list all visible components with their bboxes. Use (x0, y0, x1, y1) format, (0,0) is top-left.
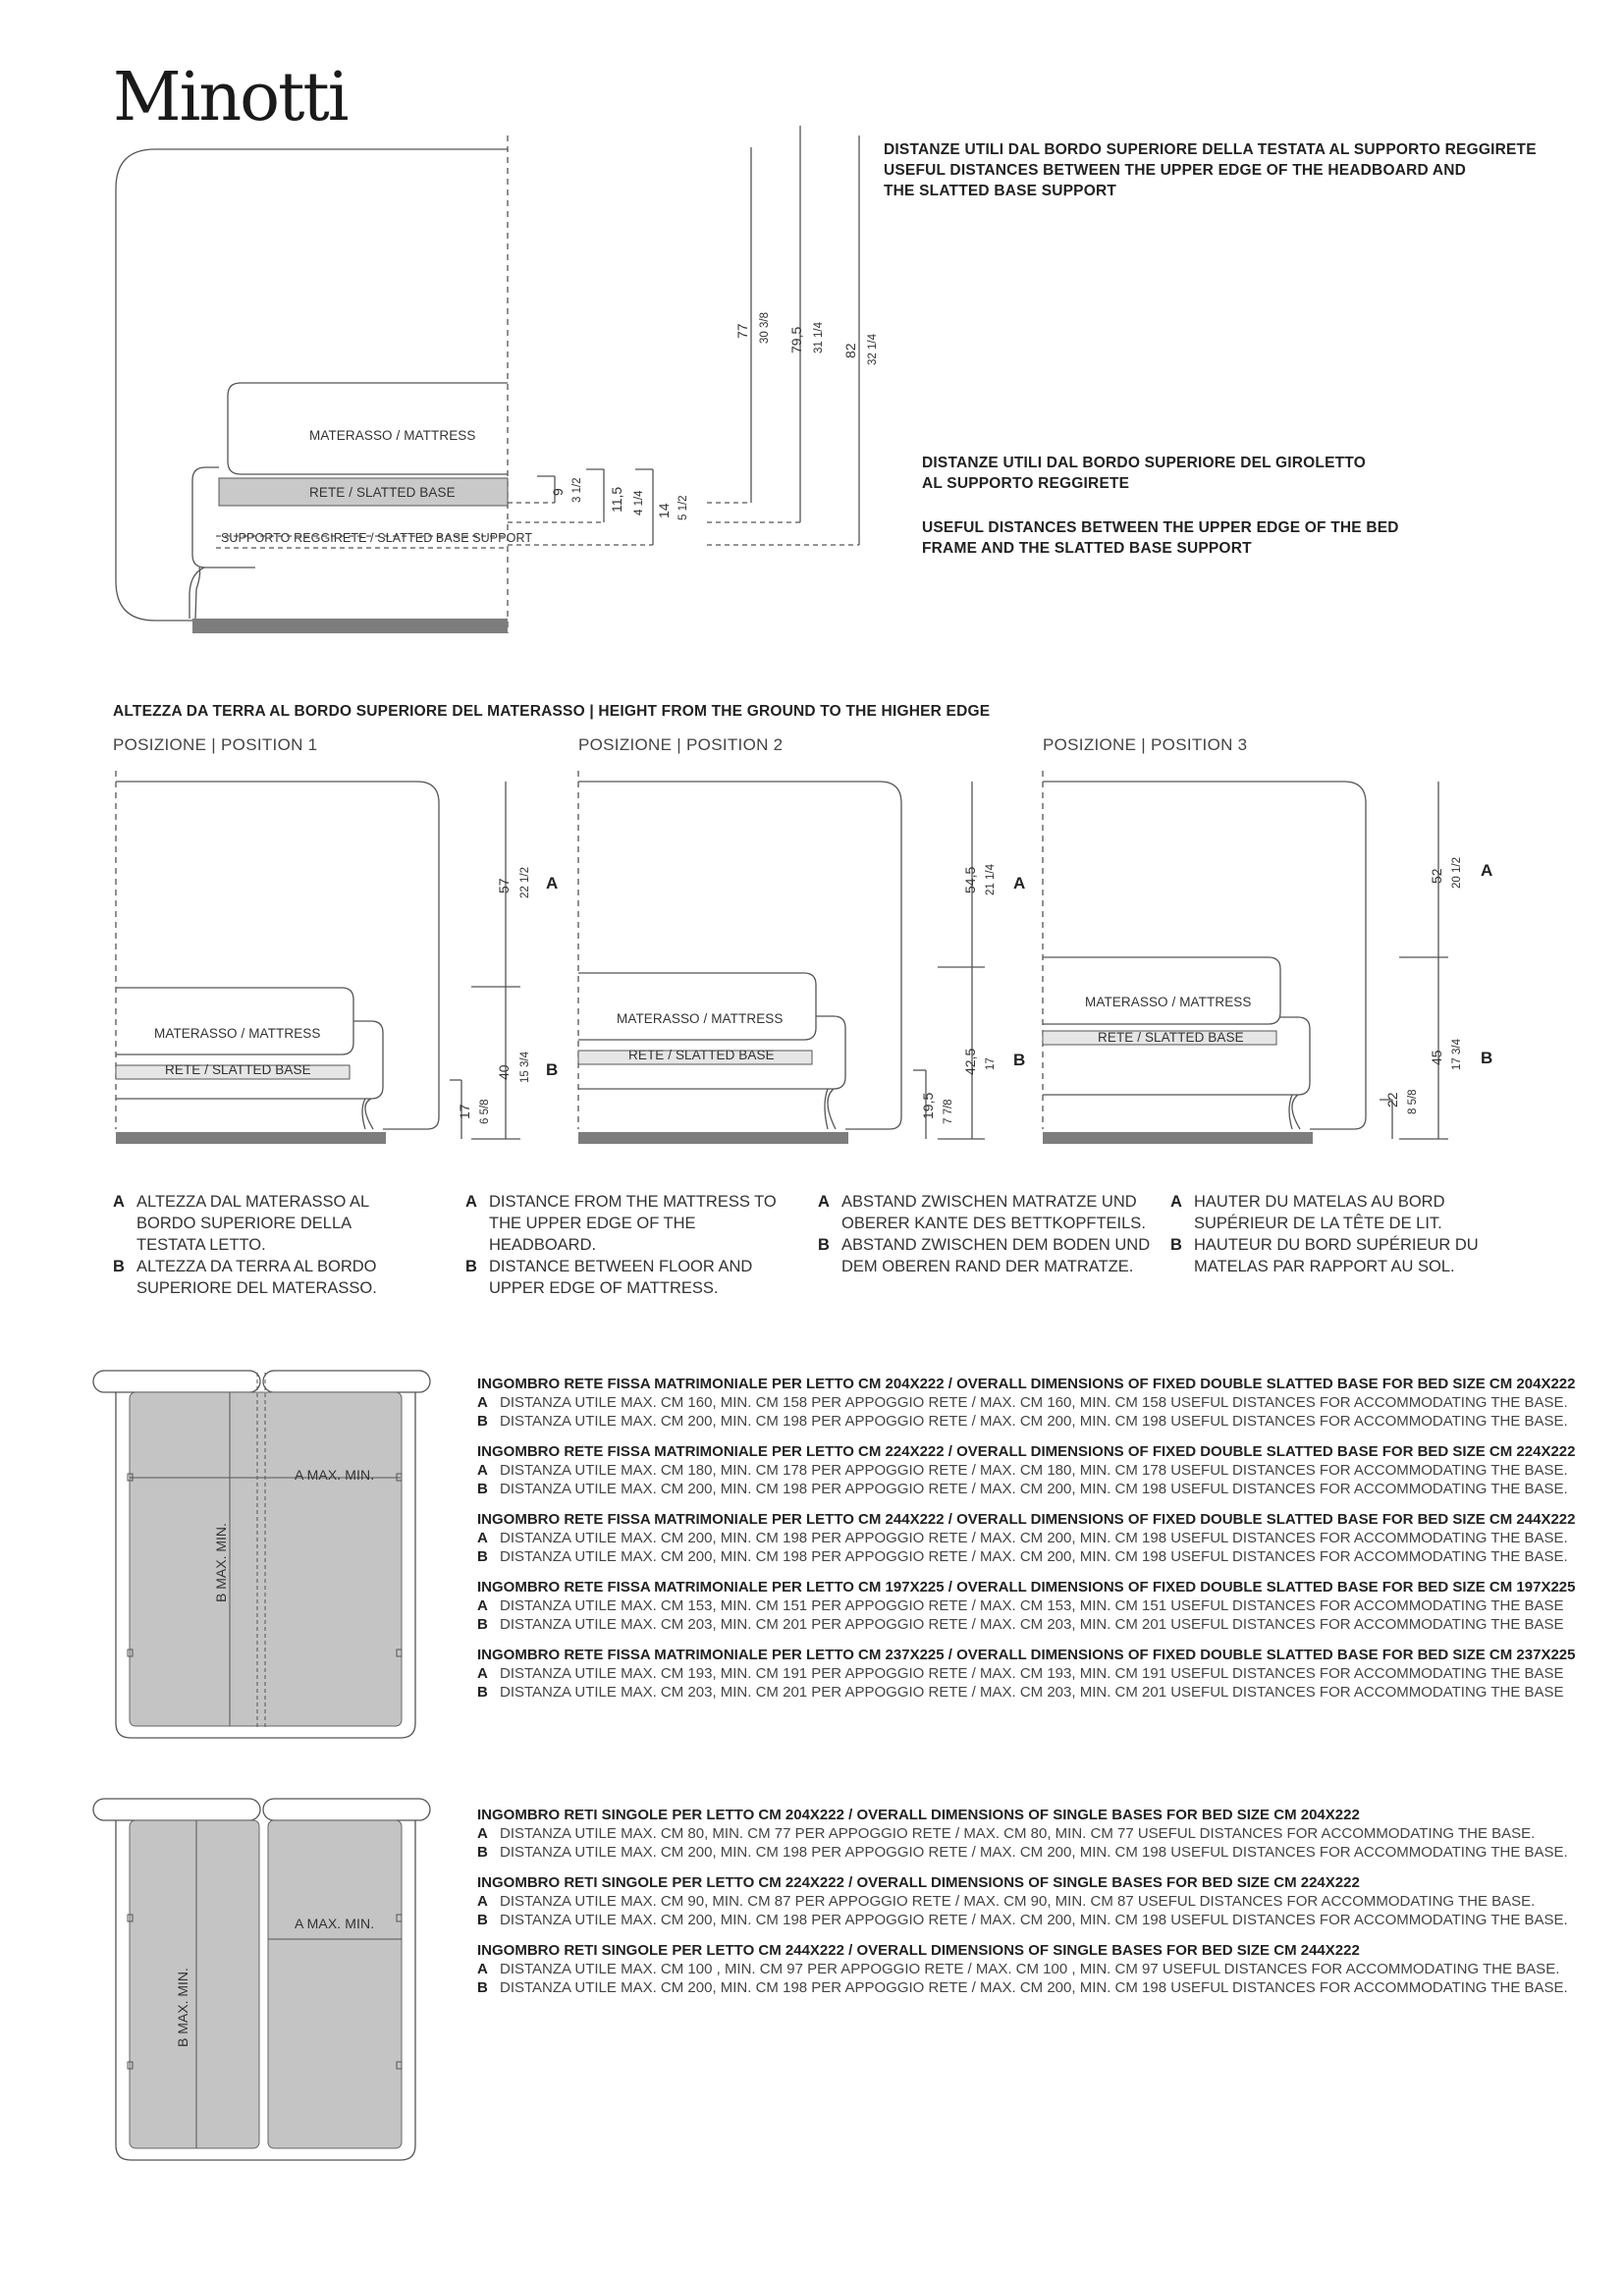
pos1-c-cm: 17 (457, 1104, 472, 1119)
legend-en (465, 1191, 794, 1299)
spec-line-a: DISTANZA UTILE MAX. CM 100 , MIN. CM 97 PER APPOGGIO RETE / MAX. CM 100 , MIN. CM 97 USEFUL DISTANCES FOR ACCOMMODATING THE BASE. (500, 1961, 1560, 1977)
position-1-label: POSIZIONE | POSITION 1 (113, 735, 318, 754)
spec-entry (477, 1646, 1575, 1702)
legend-text-b: ABSTAND ZWISCHEN DEM BODEN UND DEM OBEREN RAND DER MATRATZE. (841, 1236, 1151, 1275)
spec-key-a: A (477, 1893, 488, 1910)
spec-line-b: DISTANZA UTILE MAX. CM 200, MIN. CM 198 PER APPOGGIO RETE / MAX. CM 200, MIN. CM 198 USEFUL DISTANCES FOR ACCOMMODATING THE BASE. (500, 1844, 1568, 1861)
single-bed-plan (93, 1799, 430, 2160)
spec-key-b: B (477, 1481, 488, 1497)
spec-entry (477, 1510, 1575, 1566)
mattress-label: MATERASSO / MATTRESS (309, 428, 476, 443)
pos2-letter-b: B (1013, 1051, 1026, 1069)
spec-entry (477, 1375, 1575, 1431)
dim-3-1-2: 3 1/2 (571, 477, 583, 503)
pos3-a-cm: 52 (1429, 868, 1444, 884)
spec-line-b: DISTANZA UTILE MAX. CM 200, MIN. CM 198 PER APPOGGIO RETE / MAX. CM 200, MIN. CM 198 USEFUL DISTANCES FOR ACCOMMODATING THE BASE. (500, 1481, 1568, 1497)
pos1-b-cm: 40 (496, 1064, 512, 1080)
heading-line: AL SUPPORTO REGGIRETE (922, 475, 1130, 492)
legend-text-b: ALTEZZA DA TERRA AL BORDO SUPERIORE DEL MATERASSO. (136, 1258, 377, 1297)
spec-key-a: A (477, 1462, 488, 1479)
pos2-letter-a: A (1013, 874, 1026, 892)
frame-distance-heading-en (922, 517, 1399, 559)
legend-de (818, 1191, 1162, 1277)
single-plan-b-label: B MAX. MIN. (175, 1968, 190, 2047)
dim-30-3-8: 30 3/8 (759, 312, 771, 344)
legend-key-b: B (113, 1258, 125, 1275)
pos3-b-cm: 45 (1429, 1050, 1444, 1065)
legend-text-b: DISTANCE BETWEEN FLOOR AND UPPER EDGE OF MATTRESS. (489, 1258, 753, 1297)
pos1-letter-b: B (546, 1060, 559, 1079)
pos1-a-in: 22 1/2 (519, 867, 531, 898)
spec-entry (477, 1442, 1575, 1498)
double-plan-b-label: B MAX. MIN. (213, 1523, 229, 1602)
dim-79-5: 79,5 (788, 326, 804, 353)
spec-line-b: DISTANZA UTILE MAX. CM 200, MIN. CM 198 PER APPOGGIO RETE / MAX. CM 200, MIN. CM 198 USEFUL DISTANCES FOR ACCOMMODATING THE BASE. (500, 1413, 1568, 1430)
legend-text-b: HAUTEUR DU BORD SUPÉRIEUR DU MATELAS PAR RAPPORT AU SOL. (1194, 1236, 1479, 1275)
spec-key-a: A (477, 1597, 488, 1614)
legend-key-a: A (818, 1193, 830, 1211)
spec-title: INGOMBRO RETI SINGOLE PER LETTO CM 204X222 / OVERALL DIMENSIONS OF SINGLE BASES FOR BED SIZE CM 204X222 (477, 1807, 1360, 1823)
pos1-c-in: 6 5/8 (479, 1099, 491, 1124)
pos1-mattress-label: MATERASSO / MATTRESS (154, 1026, 321, 1041)
pos3-headboard (1043, 782, 1366, 1129)
pos3-a-in: 20 1/2 (1451, 857, 1463, 889)
pos1-b-in: 15 3/4 (519, 1052, 531, 1083)
spec-line-b: DISTANZA UTILE MAX. CM 200, MIN. CM 198 PER APPOGGIO RETE / MAX. CM 200, MIN. CM 198 USEFUL DISTANCES FOR ACCOMMODATING THE BASE. (500, 1548, 1568, 1565)
dim-4-1-4: 4 1/4 (633, 490, 645, 515)
spec-key-b: B (477, 1548, 488, 1565)
pos1-letter-a: A (546, 874, 559, 892)
dim-32-1-4: 32 1/4 (867, 334, 879, 365)
pos2-mattress (578, 973, 816, 1040)
dim-9: 9 (550, 488, 566, 496)
spec-key-a: A (477, 1394, 488, 1411)
pos2-c-cm: 19,5 (920, 1092, 936, 1119)
double-bed-plan (93, 1371, 430, 1738)
spec-line-a: DISTANZA UTILE MAX. CM 80, MIN. CM 77 PER APPOGGIO RETE / MAX. CM 80, MIN. CM 77 USEFUL DISTANCES FOR ACCOMMODATING THE BASE. (500, 1825, 1536, 1842)
spec-line-b: DISTANZA UTILE MAX. CM 200, MIN. CM 198 PER APPOGGIO RETE / MAX. CM 200, MIN. CM 198 USEFUL DISTANCES FOR ACCOMMODATING THE BASE. (500, 1979, 1568, 1996)
heading-line: USEFUL DISTANCES BETWEEN THE UPPER EDGE OF THE HEADBOARD AND (884, 162, 1467, 179)
dim-82: 82 (842, 343, 858, 358)
pos2-mattress-label: MATERASSO / MATTRESS (617, 1011, 784, 1026)
pos3-mattress-label: MATERASSO / MATTRESS (1085, 995, 1252, 1009)
position-2-label: POSIZIONE | POSITION 2 (578, 735, 784, 754)
dim-5-1-2: 5 1/2 (677, 495, 689, 520)
spec-title: INGOMBRO RETE FISSA MATRIMONIALE PER LETTO CM 204X222 / OVERALL DIMENSIONS OF FIXED DOUBLE SLATTED BASE FOR BED SIZE CM 204X222 (477, 1376, 1576, 1392)
spec-title: INGOMBRO RETE FISSA MATRIMONIALE PER LETTO CM 224X222 / OVERALL DIMENSIONS OF FIXED DOUBLE SLATTED BASE FOR BED SIZE CM 224X222 (477, 1443, 1576, 1460)
spec-line-a: DISTANZA UTILE MAX. CM 180, MIN. CM 178 PER APPOGGIO RETE / MAX. CM 180, MIN. CM 178 USEFUL DISTANCES FOR ACCOMMODATING THE BASE. (500, 1462, 1568, 1479)
spec-entry (477, 1578, 1575, 1634)
spec-key-b: B (477, 1912, 488, 1928)
frame-distance-heading-it (922, 453, 1366, 494)
legend-text-a: ABSTAND ZWISCHEN MATRATZE UND OBERER KANTE DES BETTKOPFTEILS. (841, 1193, 1146, 1232)
spec-key-a: A (477, 1665, 488, 1682)
frame-base-strip (192, 619, 508, 633)
pos2-c-in: 7 7/8 (943, 1099, 954, 1124)
pos2-b-cm: 42,5 (962, 1048, 978, 1075)
spec-key-b: B (477, 1616, 488, 1633)
spec-line-b: DISTANZA UTILE MAX. CM 200, MIN. CM 198 PER APPOGGIO RETE / MAX. CM 200, MIN. CM 198 USEFUL DISTANCES FOR ACCOMMODATING THE BASE. (500, 1912, 1568, 1928)
single-plan-a-label: A MAX. MIN. (295, 1916, 375, 1931)
spec-key-a: A (477, 1530, 488, 1546)
spec-line-a: DISTANZA UTILE MAX. CM 160, MIN. CM 158 PER APPOGGIO RETE / MAX. CM 160, MIN. CM 158 USEFUL DISTANCES FOR ACCOMMODATING THE BASE. (500, 1394, 1568, 1411)
pos2-headboard (578, 782, 901, 1129)
support-label: SUPPORTO REGGIRETE / SLATTED BASE SUPPORT (221, 531, 533, 545)
spec-entry (477, 1941, 1568, 1997)
spec-key-a: A (477, 1961, 488, 1977)
height-section-title: ALTEZZA DA TERRA AL BORDO SUPERIORE DEL MATERASSO | HEIGHT FROM THE GROUND TO THE HIGHER EDGE (113, 703, 991, 720)
spec-title: INGOMBRO RETE FISSA MATRIMONIALE PER LETTO CM 237X225 / OVERALL DIMENSIONS OF FIXED DOUBLE SLATTED BASE FOR BED SIZE CM 237X225 (477, 1647, 1576, 1663)
brand-logo: Minotti (113, 59, 348, 136)
legend-key-a: A (1170, 1193, 1182, 1211)
legend-text-a: DISTANCE FROM THE MATTRESS TO THE UPPER EDGE OF THE HEADBOARD. (489, 1193, 777, 1254)
spec-title: INGOMBRO RETE FISSA MATRIMONIALE PER LETTO CM 244X222 / OVERALL DIMENSIONS OF FIXED DOUBLE SLATTED BASE FOR BED SIZE CM 244X222 (477, 1511, 1576, 1528)
pos1-slatted-label: RETE / SLATTED BASE (165, 1062, 311, 1077)
pos3-letter-b: B (1481, 1049, 1493, 1067)
position-3-label: POSIZIONE | POSITION 3 (1043, 735, 1248, 754)
legend-it (113, 1191, 417, 1299)
spec-key-a: A (477, 1825, 488, 1842)
heading-line: FRAME AND THE SLATTED BASE SUPPORT (922, 540, 1252, 557)
spec-title: INGOMBRO RETI SINGOLE PER LETTO CM 244X222 / OVERALL DIMENSIONS OF SINGLE BASES FOR BED SIZE CM 244X222 (477, 1942, 1360, 1959)
legend-fr (1170, 1191, 1494, 1277)
pos2-b-in: 17 (985, 1057, 997, 1070)
legend-key-b: B (465, 1258, 477, 1275)
pos2-a-cm: 54,5 (962, 866, 978, 893)
spec-line-b: DISTANZA UTILE MAX. CM 203, MIN. CM 201 PER APPOGGIO RETE / MAX. CM 203, MIN. CM 201 USEFUL DISTANCES FOR ACCOMMODATING THE BASE (500, 1684, 1564, 1701)
legend-key-a: A (465, 1193, 477, 1211)
spec-key-b: B (477, 1979, 488, 1996)
spec-entry (477, 1806, 1568, 1862)
dim-14: 14 (656, 503, 672, 518)
pos1-a-cm: 57 (496, 878, 512, 893)
double-specs (477, 1375, 1575, 1702)
heading-line: DISTANZE UTILI DAL BORDO SUPERIORE DELLA TESTATA AL SUPPORTO REGGIRETE (884, 141, 1537, 158)
pos3-slatted-label: RETE / SLATTED BASE (1098, 1030, 1244, 1045)
pos3-c-cm: 22 (1384, 1092, 1400, 1108)
spec-line-a: DISTANZA UTILE MAX. CM 153, MIN. CM 151 PER APPOGGIO RETE / MAX. CM 153, MIN. CM 151 USEFUL DISTANCES FOR ACCOMMODATING THE BASE (500, 1597, 1564, 1614)
pos3-mattress (1043, 957, 1280, 1024)
legend-key-a: A (113, 1193, 125, 1211)
spec-key-b: B (477, 1844, 488, 1861)
pos3-b-in: 17 3/4 (1451, 1039, 1463, 1070)
spec-line-b: DISTANZA UTILE MAX. CM 203, MIN. CM 201 PER APPOGGIO RETE / MAX. CM 203, MIN. CM 201 USEFUL DISTANCES FOR ACCOMMODATING THE BASE (500, 1616, 1564, 1633)
headboard-outline (116, 149, 508, 621)
pos3-letter-a: A (1481, 861, 1493, 880)
spec-line-a: DISTANZA UTILE MAX. CM 200, MIN. CM 198 PER APPOGGIO RETE / MAX. CM 200, MIN. CM 198 USEFUL DISTANCES FOR ACCOMMODATING THE BASE. (500, 1530, 1568, 1546)
heading-line: THE SLATTED BASE SUPPORT (884, 183, 1117, 199)
pos2-slatted-label: RETE / SLATTED BASE (628, 1048, 775, 1062)
double-plan-a-label: A MAX. MIN. (295, 1467, 375, 1483)
single-specs (477, 1806, 1568, 1997)
spec-title: INGOMBRO RETE FISSA MATRIMONIALE PER LETTO CM 197X225 / OVERALL DIMENSIONS OF FIXED DOUBLE SLATTED BASE FOR BED SIZE CM 197X225 (477, 1579, 1576, 1595)
headboard-distance-heading (884, 139, 1537, 201)
heading-line: DISTANZE UTILI DAL BORDO SUPERIORE DEL GIROLETTO (922, 455, 1366, 471)
legend-text-a: HAUTER DU MATELAS AU BORD SUPÉRIEUR DE LA TÊTE DE LIT. (1194, 1193, 1445, 1232)
spec-title: INGOMBRO RETI SINGOLE PER LETTO CM 224X222 / OVERALL DIMENSIONS OF SINGLE BASES FOR BED SIZE CM 224X222 (477, 1874, 1360, 1891)
spec-line-a: DISTANZA UTILE MAX. CM 90, MIN. CM 87 PER APPOGGIO RETE / MAX. CM 90, MIN. CM 87 USEFUL DISTANCES FOR ACCOMMODATING THE BASE. (500, 1893, 1536, 1910)
slatted-base-label: RETE / SLATTED BASE (309, 485, 456, 500)
pos3-c-in: 8 5/8 (1407, 1089, 1419, 1114)
spec-key-b: B (477, 1413, 488, 1430)
legend-key-b: B (818, 1236, 830, 1254)
spec-key-b: B (477, 1684, 488, 1701)
heading-line: USEFUL DISTANCES BETWEEN THE UPPER EDGE OF THE BED (922, 519, 1399, 536)
spec-line-a: DISTANZA UTILE MAX. CM 193, MIN. CM 191 PER APPOGGIO RETE / MAX. CM 193, MIN. CM 191 USEFUL DISTANCES FOR ACCOMMODATING THE BASE (500, 1665, 1564, 1682)
pos1-mattress (116, 988, 353, 1054)
dim-31-1-4: 31 1/4 (813, 322, 825, 353)
pos2-a-in: 21 1/4 (985, 864, 997, 895)
dim-77: 77 (734, 323, 750, 339)
legend-key-b: B (1170, 1236, 1182, 1254)
spec-entry (477, 1873, 1568, 1929)
legend-text-a: ALTEZZA DAL MATERASSO AL BORDO SUPERIORE DELLA TESTATA LETTO. (136, 1193, 369, 1254)
dim-11-5: 11,5 (609, 486, 624, 513)
